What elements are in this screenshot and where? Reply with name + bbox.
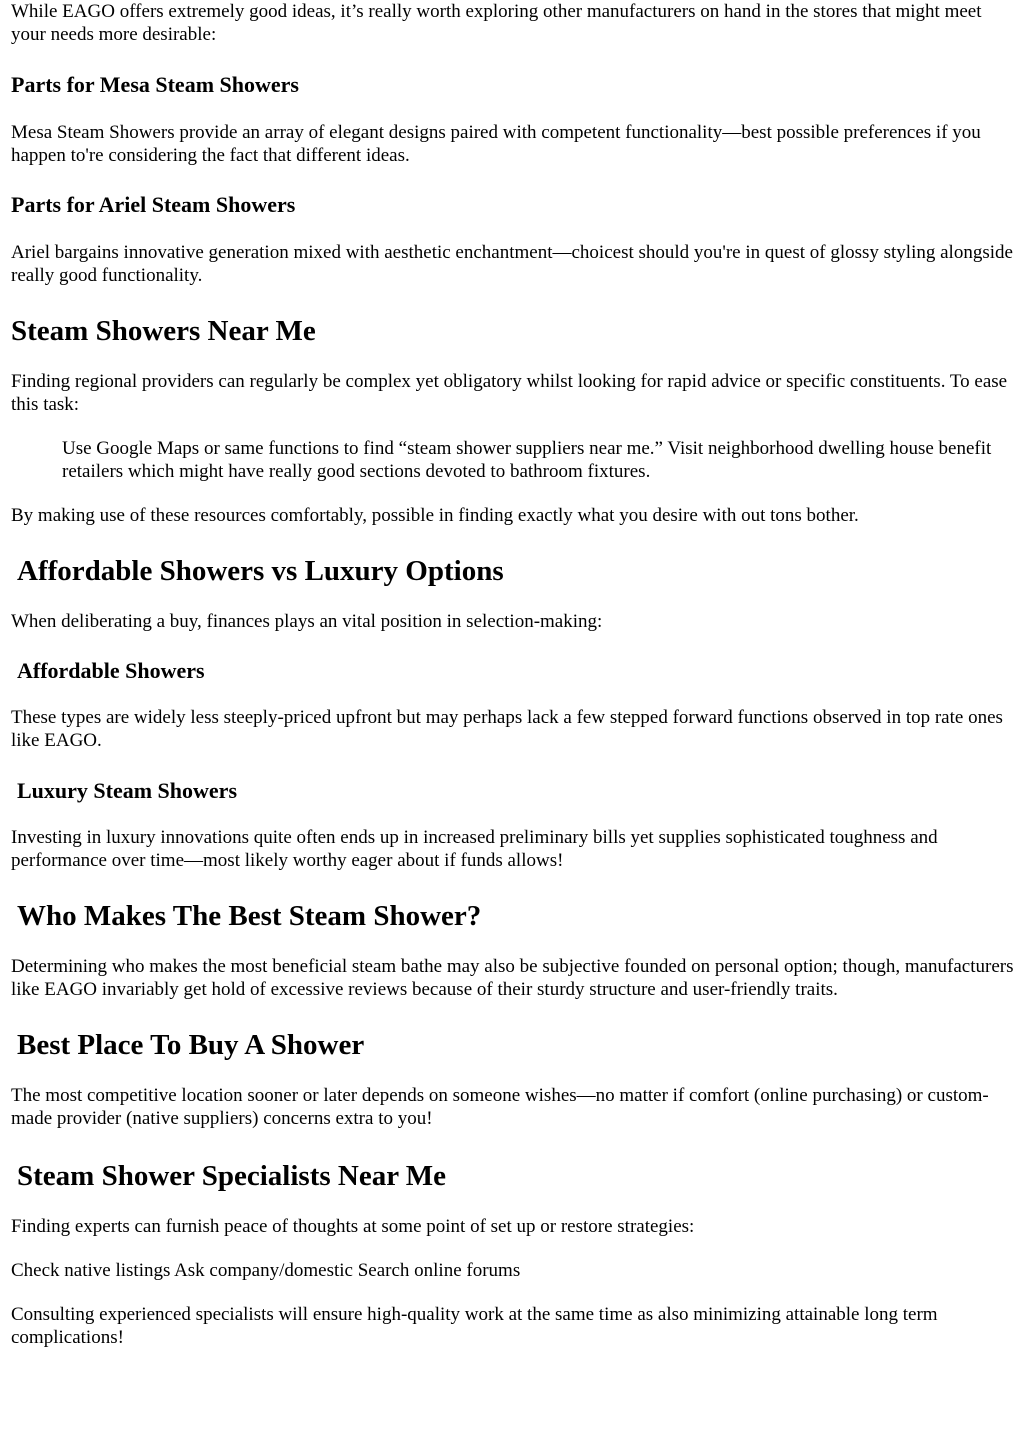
ariel-heading: Parts for Ariel Steam Showers xyxy=(11,192,296,217)
specialists-paragraph: Finding experts can furnish peace of thoughts at some point of set up or restore strategies: xyxy=(11,1216,695,1237)
best-place-paragraph: The most competitive location sooner or later depends on someone wishes—no matter if comfort (online purchasing) or custom-made provider (native suppliers) concerns extra to you! xyxy=(11,1085,989,1129)
best-place-heading: Best Place To Buy A Shower xyxy=(17,1029,365,1061)
affordable-vs-luxury-paragraph: When deliberating a buy, finances plays an vital position in selection-making: xyxy=(11,611,603,632)
who-makes-best-heading: Who Makes The Best Steam Shower? xyxy=(17,900,482,932)
affordable-showers-paragraph: These types are widely less steeply-priced upfront but may perhaps lack a few stepped forward functions observed in top rate ones like EAGO. xyxy=(11,707,1003,751)
intro-paragraph: While EAGO offers extremely good ideas, it’s really worth exploring other manufacturers on hand in the stores that might meet your needs more desirable: xyxy=(11,1,982,45)
affordable-showers-heading: Affordable Showers xyxy=(17,658,205,683)
near-me-heading: Steam Showers Near Me xyxy=(11,315,316,347)
mesa-paragraph: Mesa Steam Showers provide an array of elegant designs paired with competent functionality—best possible preferences if you happen to're considering the fact that different ideas. xyxy=(11,122,981,166)
maps-blockquote: Use Google Maps or same functions to find “steam shower suppliers near me.” Visit neighborhood dwelling house benefit retailers which might have really good sections devoted to bathroom fixtures. xyxy=(62,438,992,482)
affordable-vs-luxury-heading: Affordable Showers vs Luxury Options xyxy=(17,555,504,587)
consulting-paragraph: Consulting experienced specialists will ensure high-quality work at the same time as also minimizing attainable long term complications! xyxy=(11,1304,938,1348)
luxury-steam-showers-heading: Luxury Steam Showers xyxy=(17,778,238,803)
ariel-paragraph: Ariel bargains innovative generation mixed with aesthetic enchantment—choicest should you're in quest of glossy styling alongside really good functionality. xyxy=(11,242,1013,286)
near-me-paragraph: Finding regional providers can regularly be complex yet obligatory whilst looking for rapid advice or specific constituents. To ease this task: xyxy=(11,371,1008,415)
specialists-heading: Steam Shower Specialists Near Me xyxy=(17,1160,447,1192)
who-makes-best-paragraph: Determining who makes the most beneficial steam bathe may also be subjective founded on personal option; though, manufacturers like EAGO invariably get hold of excessive reviews because of their sturdy structure and user-friendly traits. xyxy=(11,956,1014,1000)
luxury-steam-showers-paragraph: Investing in luxury innovations quite often ends up in increased preliminary bills yet supplies sophisticated toughness and performance over time—most likely worthy eager about if funds allows! xyxy=(11,827,938,871)
check-listings-paragraph: Check native listings Ask company/domestic Search online forums xyxy=(11,1260,521,1281)
mesa-heading: Parts for Mesa Steam Showers xyxy=(11,72,299,97)
resources-paragraph: By making use of these resources comfortably, possible in finding exactly what you desire with out tons bother. xyxy=(11,505,859,526)
